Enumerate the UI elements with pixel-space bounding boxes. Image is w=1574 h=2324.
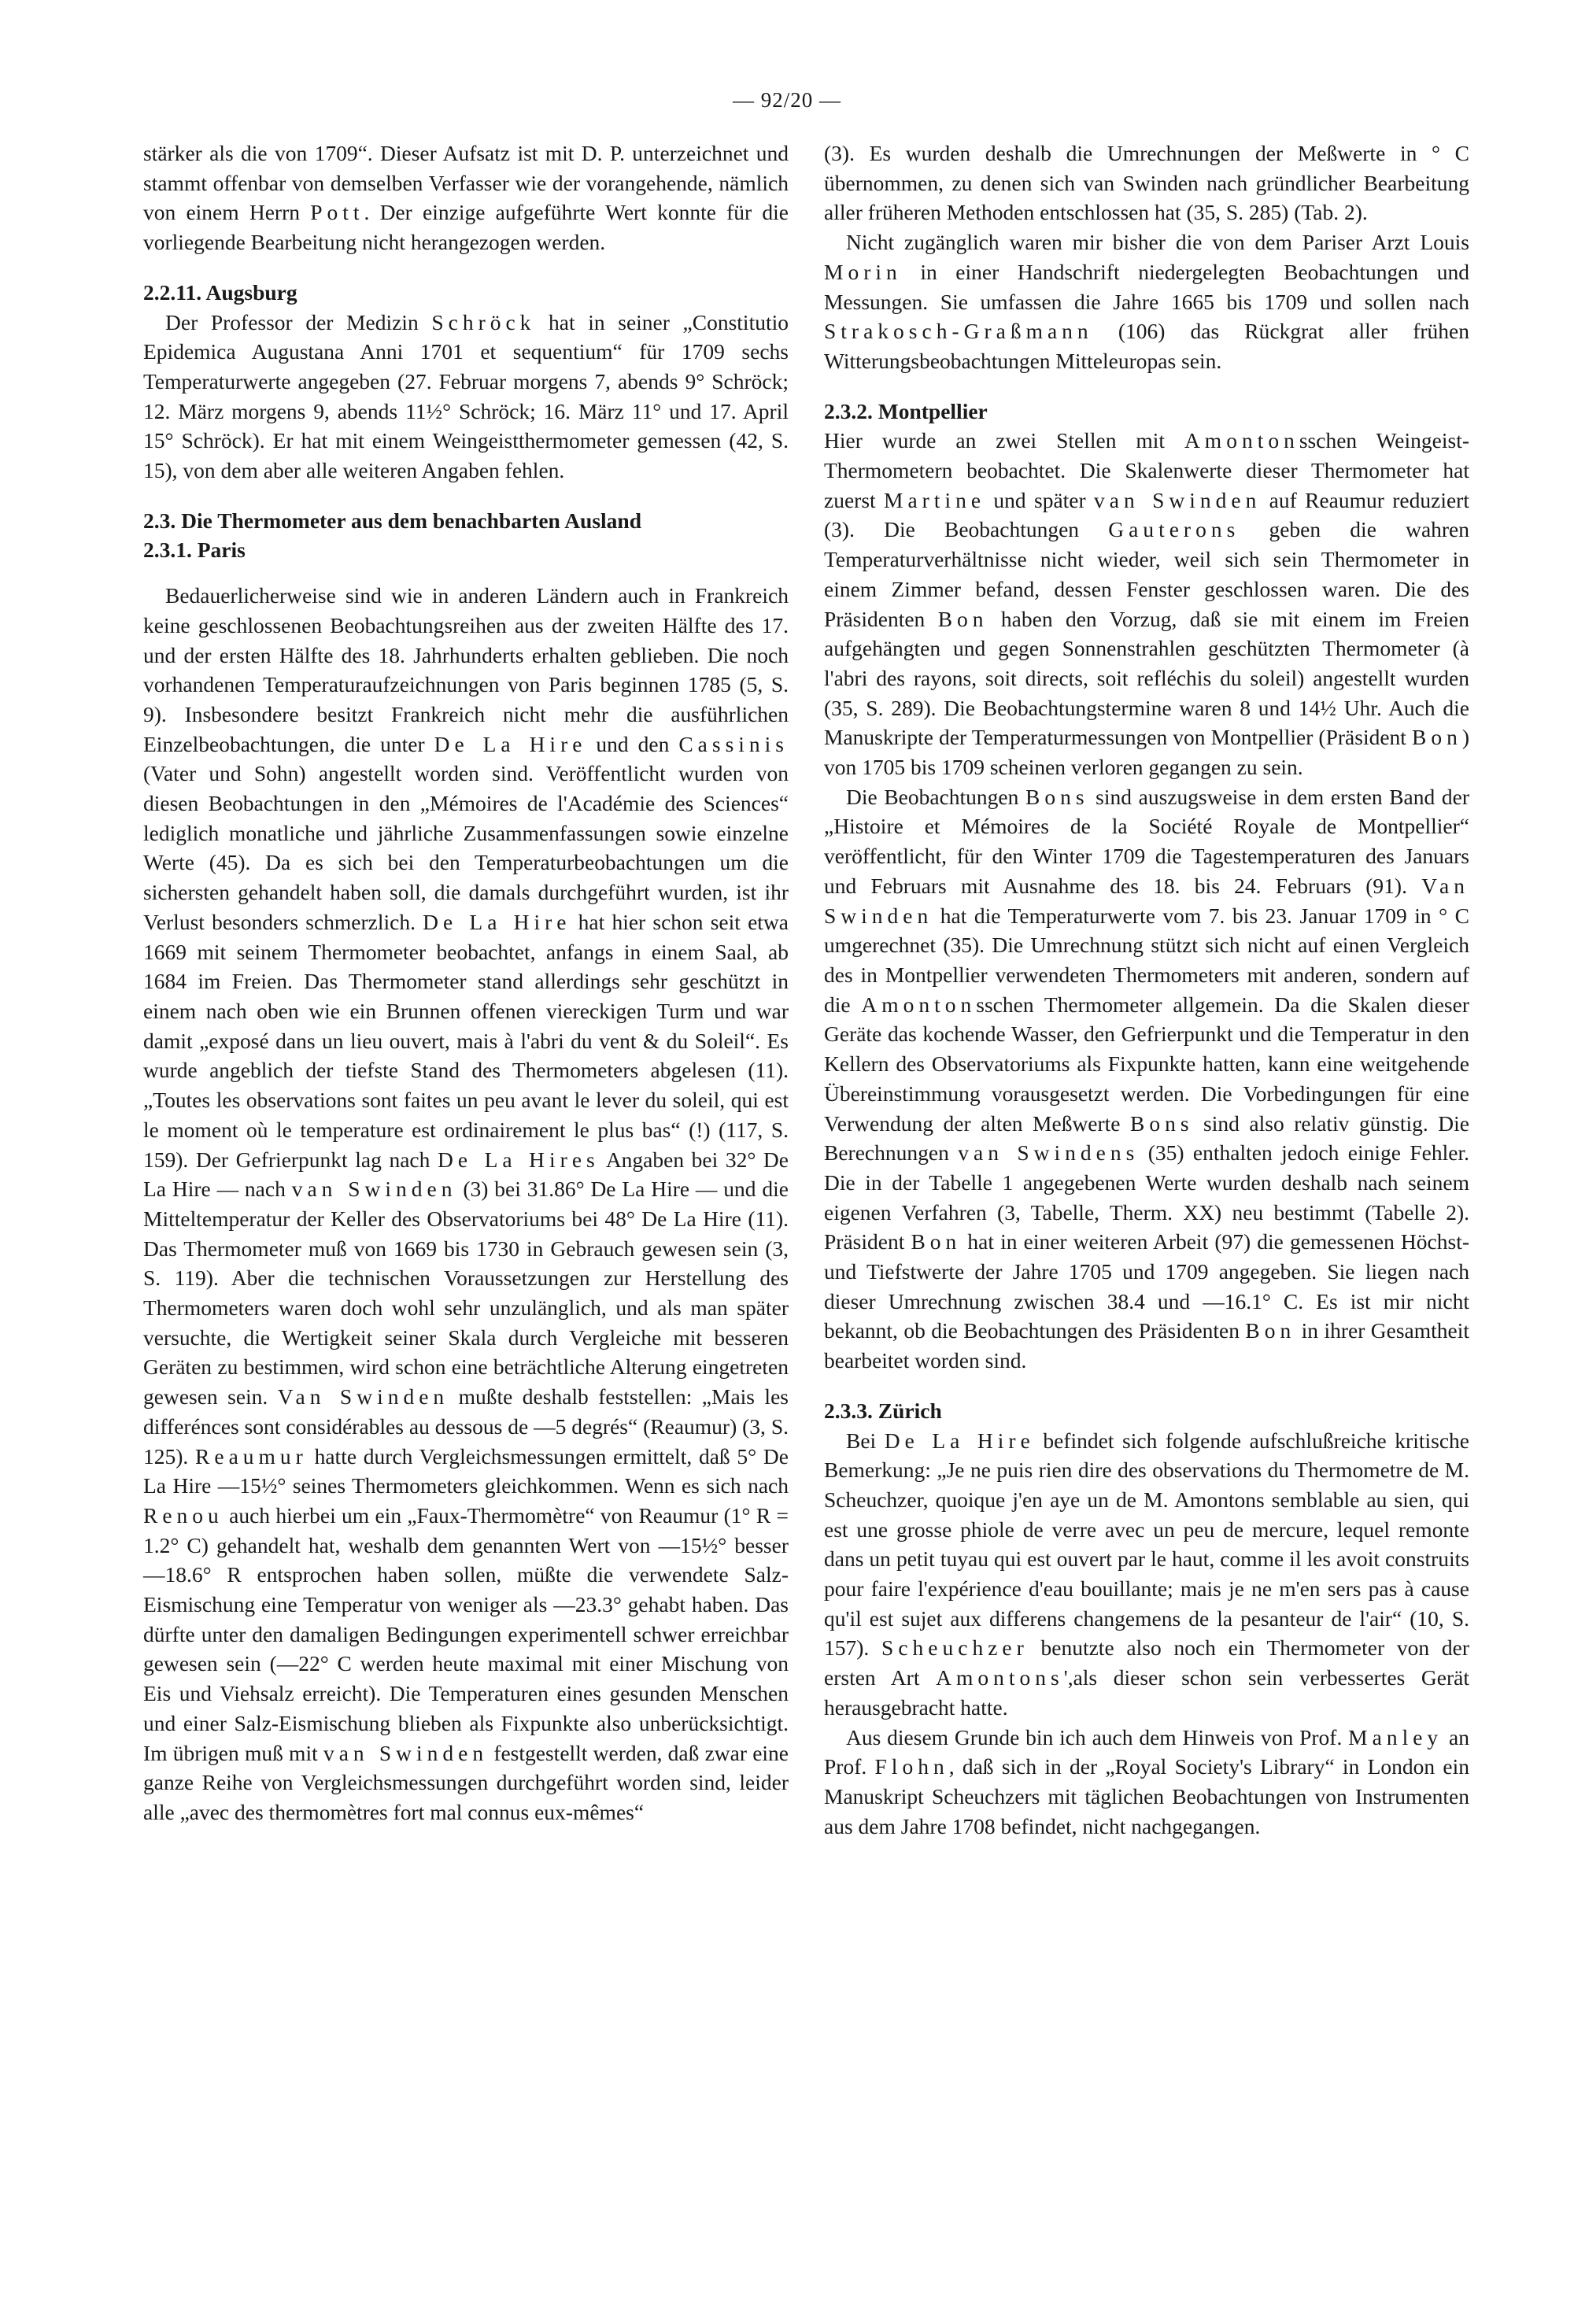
paragraph-montpellier-1: Hier wurde an zwei Stellen mit Amontonsschen Weingeist-Thermometern beobachtet. Die Skalenwerte dieser Thermometer hat zuerst Martine und später van Swinden auf Reaumur reduziert (3). Die Beobachtungen Gauterons geben die wahren Temperaturverhältnisse nicht wieder, weil sich sein Thermometer in einem Zimmer befand, dessen Fenster geschlossen waren. Die des Präsidenten Bon haben den Vorzug, daß sie mit einem im Freien aufgehängten und gegen Sonnenstrahlen geschützten Thermometer (à l'abri des rayons, soit directs, soit refléchis du soleil) angestellt wurden (35, S. 289). Die Beobachtungstermine waren 8 und 14½ Uhr. Auch die Manuskripte der Temperaturmessungen von Montpellier (Präsident Bon) von 1705 bis 1709 scheinen verloren gegangen zu sein. xyxy=(824,428,1470,780)
right-column xyxy=(824,139,1469,1841)
paragraph-paris-continued: (3). Es wurden deshalb die Umrechnungen der Meßwerte in ° C übernommen, zu denen sich van Swinden nach gründlicher Bearbeitung aller früheren Methoden entschlossen hat (35, S. 285) (Tab. 2). xyxy=(824,141,1469,225)
heading-section-2-3: 2.3. Die Thermometer aus dem benachbarten Ausland xyxy=(143,508,642,533)
page-number: — 92/20 — xyxy=(732,88,841,112)
paragraph-montpellier-2: Die Beobachtungen Bons sind auszugsweise in dem ersten Band der „Histoire et Mémoires de la Société Royale de Montpellier“ veröffentlicht, für den Winter 1709 die Tagestemperaturen des Januars und Februars mit Ausnahme des 18. bis 24. Februars (91). Van Swinden hat die Temperaturwerte vom 7. bis 23. Januar 1709 in ° C umgerechnet (35). Die Umrechnung stützt sich nicht auf einen Vergleich des in Montpellier verwendeten Thermometers mit anderen, sondern auf die Amontonsschen Thermometer allgemein. Da die Skalen dieser Geräte das kochende Wasser, den Gefrierpunkt und die Temperatur in den Kellern des Observatoriums als Fixpunkte hatten, kann eine weitgehende Übereinstimmung vorausgesetzt werden. Die Vorbedingungen für eine Verwendung der alten Meßwerte Bons sind also relativ günstig. Die Berechnungen van Swindens (35) enthalten jedoch einige Fehler. Die in der Tabelle 1 angegebenen Werte wurden deshalb nach seinem eigenen Verfahren (3, Tabelle, Therm. XX) neu bestimmt (Tabelle 2). Präsident Bon hat in einer weiteren Arbeit (97) die gemessenen Höchst- und Tiefstwerte der Jahre 1705 und 1709 angegeben. Sie liegen nach dieser Umrechnung zwischen 38.4 und —16.1° C. Es ist mir nicht bekannt, ob die Beobachtungen des Präsidenten Bon in ihrer Gesamtheit bearbeitet worden sind. xyxy=(824,784,1469,1373)
heading-augsburg: 2.2.11. Augsburg xyxy=(143,279,297,305)
paragraph-paris: Bedauerlicherweise sind wie in anderen Ländern auch in Frankreich keine geschlossenen Beobachtungsreihen aus der zweiten Hälfte des 17. und der ersten Hälfte des 18. Jahrhunderts erhalten geblieben. Die noch vorhandenen Temperaturaufzeichnungen von Paris beginnen 1785 (5, S. 9). Insbesondere besitzt Frankreich nicht mehr die ausführlichen Einzelbeobachtungen, die unter De La Hire und den Cassinis (Vater und Sohn) angestellt worden sind. Veröffentlicht wurden von diesen Beobachtungen in den „Mémoires de l'Académie des Sciences“ lediglich monatliche und jährliche Zusammenfassungen sowie einzelne Werte (45). Da es sich bei den Temperaturbeobachtungen um die sichersten gehandelt haben soll, die damals durchgeführt wurden, ist ihr Verlust besonders schmerzlich. De La Hire hat hier schon seit etwa 1669 mit seinem Thermometer beobachtet, anfangs in einem Saal, ab 1684 im Freien. Das Thermometer stand allerdings sehr geschützt in einem nach oben wie ein Brunnen offenen viereckigen Turm und war damit „exposé dans un lieu ouvert, mais à l'abri du vent & du Soleil“. Es wurde angeblich der tiefste Stand des Thermometers abgelesen (11). „Toutes les observations sont faites un peu avant le lever du soleil, qui est le moment où le temperature est ordinairement le plus bas“ (!) (117, S. 159). Der Gefrierpunkt lag nach De La Hires Angaben bei 32° De La Hire — nach van Swinden (3) bei 31.86° De La Hire — und die Mitteltemperatur der Keller des Observatoriums bei 48° De La Hire (11). Das Thermometer muß von 1669 bis 1730 in Gebrauch gewesen sein (3, S. 119). Aber die technischen Voraussetzungen zur Herstellung des Thermometers waren doch wohl sehr unzulänglich, und als man später versuchte, die Wertigkeit seiner Skala durch Vergleiche mit besseren Geräten zu bestimmen, wird schon eine beträchtliche Alterung eingetreten gewesen sein. Van Swinden mußte deshalb feststellen: „Mais les differénces sont considérables au dessous de —5 degrés“ (Reaumur) (3, S. 125). Reaumur hatte durch Vergleichsmessungen ermittelt, daß 5° De La Hire —15½° seines Thermometers gleichkommen. Wenn es sich nach Renou auch hierbei um ein „Faux-Thermomètre“ von Reaumur (1° R = 1.2° C) gehandelt hat, weshalb dem genannten Wert von —15½° besser —18.6° R entsprochen haben sollen, müßte die verwendete Salz-Eismischung eine Temperatur von weniger als —23.3° gehabt haben. Das dürfte unter den damaligen Bedingungen experimentell schwer erreichbar gewesen sein (—22° C werden heute maximal mit einer Mischung von Eis und Viehsalz erreicht). Die Temperaturen eines gesunden Menschen und einer Salz-Eismischung blieben als Fixpunkte also unberücksichtigt. Im übrigen muß mit van Swinden festgestellt werden, daß zwar eine ganze Reihe von Vergleichsmessungen durchgeführt worden sind, leider alle „avec des thermomètres fort mal connus eux-mêmes“ xyxy=(143,583,789,1824)
left-column xyxy=(143,139,789,1827)
paragraph-zuerich-2: Aus diesem Grunde bin ich auch dem Hinweis von Prof. Manley an Prof. Flohn, daß sich in der „Royal Society's Library“ in London ein Manuskript Scheuchzers mit täglichen Beobachtungen von Instrumenten aus dem Jahre 1708 befindet, nicht nachgegangen. xyxy=(824,1724,1469,1838)
heading-montpellier: 2.3.2. Montpellier xyxy=(824,398,988,423)
heading-paris: 2.3.1. Paris xyxy=(143,538,246,563)
paragraph-augsburg: Der Professor der Medizin Schröck hat in seiner „Constitutio Epidemica Augustana Anni 1701 et sequentium“ für 1709 sechs Temperaturwerte angegeben (27. Februar morgens 7, abends 9° Schröck; 12. März morgens 9, abends 11½° Schröck; 16. März 11° und 17. April 15° Schröck). Er hat mit einem Weingeistthermometer gemessen (42, S. 15), von dem aber alle weiteren Angaben fehlen. xyxy=(143,309,789,483)
heading-zuerich: 2.3.3. Zürich xyxy=(824,1398,942,1423)
paragraph-morin: Nicht zugänglich waren mir bisher die von dem Pariser Arzt Louis Morin in einer Handschrift niedergelegten Beobachtungen und Messungen. Sie umfassen die Jahre 1665 bis 1709 und sollen nach Strakosch-Graßmann (106) das Rückgrat aller frühen Witterungsbeobachtungen Mitteleuropas sein. xyxy=(824,230,1469,373)
paragraph-zuerich-1: Bei De La Hire befindet sich folgende aufschlußreiche kritische Bemerkung: „Je ne puis rien dire des observations du Thermometre de M. Scheuchzer, quoique j'en aye un de M. Amontons semblable au sien, qui est une grosse phiole de verre avec un peu de mercure, lequel remonte dans un petit tuyau qui est ouvert par le haut, comme il les avoit construits pour faire l'expérience d'eau bouillante; mais je ne m'en sers pas à cause qu'il est sujet aux differens changemens de la pesanteur de l'air“ (10, S. 157). Scheuchzer benutzte also noch ein Thermometer von der ersten Art Amontons',als dieser schon sein verbessertes Gerät herausgebracht hatte. xyxy=(824,1428,1469,1720)
paragraph-intro: stärker als die von 1709“. Dieser Aufsatz ist mit D. P. unterzeichnet und stammt offenbar von demselben Verfasser wie der vorangehende, nämlich von einem Herrn Pott. Der einzige aufgeführte Wert konnte für die vorliegende Bearbeitung nicht herangezogen werden. xyxy=(143,141,789,255)
